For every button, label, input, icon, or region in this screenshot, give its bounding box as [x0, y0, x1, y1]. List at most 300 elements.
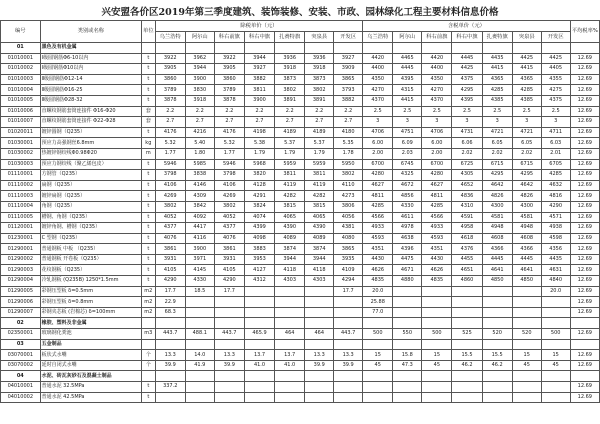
cell-name: 方钢管（Q235） — [40, 170, 141, 181]
cell-price-excl-tax: 39.9 — [214, 360, 244, 371]
cell-empty — [452, 318, 482, 329]
cell-tax-rate: 12.69 — [570, 244, 599, 255]
cell-price-excl-tax: 3927 — [244, 64, 274, 75]
cell-empty — [482, 371, 512, 382]
cell-price-excl-tax: 465.9 — [244, 329, 274, 340]
cell-price-excl-tax: 4127 — [244, 265, 274, 276]
cell-price-excl-tax: 4381 — [334, 223, 363, 234]
cell-price-excl-tax: 4216 — [185, 127, 214, 138]
cell-price-incl-tax: 4731 — [452, 127, 482, 138]
cell-price-incl-tax: 47.3 — [393, 360, 422, 371]
cell-price-incl-tax: 2.02 — [512, 148, 541, 159]
cell-price-incl-tax: 4978 — [393, 223, 422, 234]
cell-unit: m2 — [142, 286, 156, 297]
cell-price-incl-tax — [452, 297, 482, 308]
cell-name: 花纹钢板（Q235） — [40, 265, 141, 276]
cell-price-incl-tax — [541, 382, 570, 393]
cell-price-incl-tax — [482, 297, 512, 308]
cell-price-excl-tax — [244, 307, 274, 318]
cell-price-excl-tax: 4089 — [275, 233, 305, 244]
cell-price-incl-tax: 4310 — [452, 201, 482, 212]
cell-price-excl-tax — [185, 382, 214, 393]
cell-price-excl-tax: 1.77 — [214, 148, 244, 159]
cell-code: 03070002 — [1, 360, 41, 371]
cell-price-excl-tax: 1.79 — [305, 148, 334, 159]
cell-price-excl-tax: 3860 — [155, 74, 185, 85]
cell-price-excl-tax: 4076 — [214, 233, 244, 244]
table-row — [1, 127, 600, 138]
cell-price-incl-tax: 4300 — [482, 201, 512, 212]
cell-price-incl-tax: 4330 — [393, 201, 422, 212]
cell-price-incl-tax — [393, 286, 422, 297]
cell-code: 01290002 — [1, 254, 41, 265]
cell-name: 黑色及有机金属 — [40, 43, 141, 54]
cell-name: 橡胶、塑料及非金属 — [40, 318, 141, 329]
cell-price-incl-tax: 4593 — [422, 233, 452, 244]
cell-price-excl-tax: 2.2 — [275, 106, 305, 117]
cell-price-incl-tax: 4350 — [422, 74, 452, 85]
table-row — [1, 286, 600, 297]
cell-price-excl-tax: 2.7 — [155, 117, 185, 128]
cell-unit: m3 — [142, 329, 156, 340]
cell-price-incl-tax: 2.5 — [512, 106, 541, 117]
cell-price-excl-tax: 3861 — [155, 244, 185, 255]
cell-price-excl-tax: 5.38 — [244, 138, 274, 149]
cell-price-incl-tax: 4280 — [363, 170, 393, 181]
cell-price-excl-tax: 4417 — [185, 223, 214, 234]
cell-code: 03 — [1, 339, 41, 350]
cell-price-excl-tax — [214, 382, 244, 393]
cell-empty — [512, 371, 541, 382]
cell-name: 板状式水嘴 — [40, 350, 141, 361]
cell-price-incl-tax: 4641 — [482, 265, 512, 276]
cell-price-incl-tax: 4711 — [541, 127, 570, 138]
cell-price-incl-tax: 4300 — [512, 201, 541, 212]
cell-price-incl-tax: 3 — [393, 117, 422, 128]
cell-price-incl-tax: 6.09 — [393, 138, 422, 149]
cell-price-incl-tax: 4638 — [393, 233, 422, 244]
cell-price-incl-tax: 500 — [422, 329, 452, 340]
cell-name: 延时自闭式水嘴 — [40, 360, 141, 371]
cell-code: 01110002 — [1, 180, 41, 191]
cell-price-incl-tax — [422, 297, 452, 308]
cell-price-excl-tax: 14.0 — [185, 350, 214, 361]
table-row — [1, 233, 600, 244]
cell-price-incl-tax: 4396 — [393, 244, 422, 255]
cell-price-incl-tax — [512, 307, 541, 318]
header-region-in-1: 阿尔山 — [393, 32, 422, 43]
cell-price-excl-tax: 3918 — [275, 64, 305, 75]
cell-price-incl-tax: 20.0 — [363, 286, 393, 297]
cell-price-excl-tax: 4106 — [214, 180, 244, 191]
cell-price-excl-tax: 2.2 — [334, 106, 363, 117]
cell-price-excl-tax: 3944 — [305, 254, 334, 265]
cell-price-excl-tax: 4269 — [155, 191, 185, 202]
cell-price-excl-tax — [305, 392, 334, 403]
cell-price-excl-tax: 4065 — [275, 212, 305, 223]
cell-price-incl-tax: 4395 — [393, 74, 422, 85]
cell-unit: t — [142, 74, 156, 85]
cell-code: 01290005 — [1, 286, 41, 297]
cell-name: 玻璃钢化粪池 — [40, 329, 141, 340]
cell-price-incl-tax: 4566 — [422, 212, 452, 223]
header-name: 类别或名称 — [40, 21, 141, 43]
cell-price-incl-tax: 4385 — [512, 95, 541, 106]
cell-price-excl-tax: 39.9 — [305, 360, 334, 371]
cell-price-incl-tax — [393, 307, 422, 318]
cell-price-excl-tax: 3815 — [305, 201, 334, 212]
cell-price-excl-tax: 4128 — [244, 180, 274, 191]
cell-price-excl-tax: 1.78 — [334, 148, 363, 159]
table-row — [1, 191, 600, 202]
table-row — [1, 85, 600, 96]
cell-empty — [142, 43, 156, 54]
cell-price-excl-tax — [275, 382, 305, 393]
cell-price-excl-tax: 3905 — [155, 64, 185, 75]
cell-empty — [570, 371, 599, 382]
cell-price-incl-tax: 45 — [422, 360, 452, 371]
cell-unit: m — [142, 148, 156, 159]
cell-price-excl-tax: 4189 — [305, 127, 334, 138]
document-title: 兴安盟各价区2019年第三季度建筑、装饰装修、安装、市政、园林绿化工程主要材料信息价格 — [101, 7, 499, 18]
cell-tax-rate: 12.69 — [570, 254, 599, 265]
cell-price-incl-tax: 2.02 — [452, 148, 482, 159]
cell-empty — [334, 371, 363, 382]
cell-price-excl-tax: 3824 — [244, 201, 274, 212]
table-row — [1, 212, 600, 223]
cell-price-excl-tax: 4119 — [275, 180, 305, 191]
cell-price-excl-tax: 3936 — [275, 53, 305, 64]
cell-empty — [393, 339, 422, 350]
table-row — [1, 117, 600, 128]
cell-price-incl-tax: 4270 — [363, 85, 393, 96]
cell-price-excl-tax: 5946 — [155, 159, 185, 170]
cell-price-incl-tax: 6715 — [482, 159, 512, 170]
cell-price-excl-tax: 4282 — [275, 191, 305, 202]
cell-unit: t — [142, 53, 156, 64]
cell-empty — [305, 43, 334, 54]
cell-price-incl-tax: 3 — [363, 117, 393, 128]
cell-unit: t — [142, 180, 156, 191]
cell-price-excl-tax: 2.7 — [214, 117, 244, 128]
cell-price-incl-tax: 4571 — [541, 212, 570, 223]
cell-price-incl-tax: 4370 — [363, 95, 393, 106]
cell-price-excl-tax: 41.9 — [185, 360, 214, 371]
cell-empty — [244, 339, 274, 350]
cell-price-excl-tax: 4180 — [334, 127, 363, 138]
cell-price-incl-tax: 2.5 — [363, 106, 393, 117]
cell-price-incl-tax: 4365 — [482, 74, 512, 85]
cell-price-excl-tax: 3944 — [275, 254, 305, 265]
cell-unit: t — [142, 159, 156, 170]
cell-price-incl-tax: 6715 — [512, 159, 541, 170]
cell-empty — [185, 43, 214, 54]
cell-code: 01290004 — [1, 276, 41, 287]
cell-price-excl-tax: 3874 — [305, 244, 334, 255]
cell-price-incl-tax: 4642 — [482, 180, 512, 191]
cell-price-incl-tax: 4591 — [452, 212, 482, 223]
cell-price-incl-tax — [541, 297, 570, 308]
cell-price-incl-tax: 4958 — [452, 223, 482, 234]
cell-price-excl-tax: 2.2 — [214, 106, 244, 117]
cell-empty — [541, 371, 570, 382]
cell-price-incl-tax: 4366 — [512, 244, 541, 255]
cell-code: 01290006 — [1, 297, 41, 308]
cell-unit: t — [142, 265, 156, 276]
cell-price-excl-tax: 18.5 — [185, 286, 214, 297]
cell-price-excl-tax: 17.7 — [214, 286, 244, 297]
cell-price-excl-tax: 4294 — [334, 276, 363, 287]
cell-price-excl-tax: 3806 — [334, 201, 363, 212]
cell-unit: 个 — [142, 360, 156, 371]
cell-price-incl-tax: 4315 — [393, 85, 422, 96]
cell-price-incl-tax: 4850 — [482, 276, 512, 287]
cell-price-excl-tax: 4330 — [185, 276, 214, 287]
cell-code: 01010002 — [1, 64, 41, 75]
cell-price-excl-tax: 22.9 — [155, 297, 185, 308]
cell-name: 镀锌扁钢（Q235） — [40, 191, 141, 202]
cell-price-excl-tax — [334, 382, 363, 393]
cell-price-excl-tax — [275, 307, 305, 318]
cell-price-excl-tax: 337.2 — [155, 382, 185, 393]
cell-price-excl-tax: 4080 — [334, 233, 363, 244]
cell-price-incl-tax: 4285 — [363, 201, 393, 212]
cell-price-incl-tax: 4285 — [422, 201, 452, 212]
header-region-ex-6: 开发区 — [334, 32, 363, 43]
cell-empty — [541, 318, 570, 329]
cell-price-excl-tax: 3900 — [185, 74, 214, 85]
cell-price-excl-tax: 4290 — [155, 276, 185, 287]
cell-price-incl-tax: 4933 — [422, 223, 452, 234]
table-body — [1, 43, 600, 403]
cell-price-incl-tax: 4948 — [482, 223, 512, 234]
cell-unit: t — [142, 127, 156, 138]
table-row — [1, 180, 600, 191]
cell-price-excl-tax: 3820 — [244, 170, 274, 181]
header-region-ex-4: 扎赉特旗 — [275, 32, 305, 43]
cell-price-excl-tax: 3860 — [214, 74, 244, 85]
cell-name: 镀锌圆钢（Q235） — [40, 127, 141, 138]
cell-unit: m2 — [142, 307, 156, 318]
cell-price-incl-tax: 4400 — [363, 64, 393, 75]
table-row — [1, 329, 600, 340]
cell-price-excl-tax: 5.37 — [305, 138, 334, 149]
cell-tax-rate: 12.69 — [570, 53, 599, 64]
cell-price-excl-tax: 4105 — [214, 265, 244, 276]
cell-price-incl-tax: 4811 — [363, 191, 393, 202]
cell-price-excl-tax: 4390 — [305, 223, 334, 234]
cell-price-incl-tax: 4365 — [512, 74, 541, 85]
cell-code: 01010003 — [1, 74, 41, 85]
cell-price-incl-tax: 4445 — [393, 64, 422, 75]
cell-price-incl-tax: 500 — [363, 329, 393, 340]
cell-price-excl-tax: 4145 — [185, 265, 214, 276]
cell-price-incl-tax: 45 — [363, 360, 393, 371]
cell-price-incl-tax: 2.5 — [541, 106, 570, 117]
cell-price-incl-tax: 4626 — [363, 265, 393, 276]
header-region-ex-3: 科右中旗 — [244, 32, 274, 43]
cell-unit: t — [142, 254, 156, 265]
cell-price-excl-tax: 5959 — [275, 159, 305, 170]
cell-price-excl-tax: 443.7 — [155, 329, 185, 340]
cell-price-incl-tax: 15 — [363, 350, 393, 361]
cell-price-incl-tax — [422, 382, 452, 393]
cell-price-incl-tax — [512, 382, 541, 393]
cell-price-incl-tax — [363, 382, 393, 393]
cell-price-incl-tax: 4880 — [393, 276, 422, 287]
cell-price-excl-tax: 3918 — [185, 95, 214, 106]
cell-price-incl-tax: 550 — [393, 329, 422, 340]
cell-price-excl-tax: 41.0 — [244, 360, 274, 371]
cell-empty — [512, 339, 541, 350]
cell-price-excl-tax: 3802 — [214, 201, 244, 212]
cell-price-excl-tax — [334, 392, 363, 403]
cell-price-excl-tax: 4089 — [305, 233, 334, 244]
cell-empty — [452, 371, 482, 382]
cell-code: 01 — [1, 43, 41, 54]
cell-code: 01120001 — [1, 223, 41, 234]
cell-price-incl-tax: 6725 — [452, 159, 482, 170]
cell-price-excl-tax — [244, 392, 274, 403]
table-row — [1, 244, 600, 255]
cell-price-incl-tax — [541, 307, 570, 318]
cell-price-incl-tax: 4706 — [422, 127, 452, 138]
cell-price-excl-tax — [275, 392, 305, 403]
cell-name: 直螺纹钢筋套筒连接件 Φ16-Φ20 — [40, 106, 141, 117]
cell-price-excl-tax: 4052 — [155, 212, 185, 223]
cell-price-incl-tax: 3 — [422, 117, 452, 128]
table-row — [1, 53, 600, 64]
cell-price-excl-tax: 3905 — [214, 64, 244, 75]
cell-price-incl-tax: 4295 — [482, 170, 512, 181]
cell-price-incl-tax: 46.2 — [482, 360, 512, 371]
cell-price-incl-tax: 2.5 — [422, 106, 452, 117]
cell-price-incl-tax: 4400 — [422, 64, 452, 75]
cell-price-incl-tax: 520 — [512, 329, 541, 340]
cell-price-excl-tax: 5985 — [185, 159, 214, 170]
cell-unit: m2 — [142, 297, 156, 308]
cell-price-excl-tax: 4109 — [334, 265, 363, 276]
cell-price-incl-tax: 4840 — [541, 276, 570, 287]
cell-price-excl-tax — [244, 286, 274, 297]
cell-price-excl-tax: 13.3 — [214, 350, 244, 361]
cell-price-excl-tax: 17.7 — [334, 286, 363, 297]
cell-price-incl-tax: 4285 — [541, 170, 570, 181]
cell-price-incl-tax: 4430 — [422, 254, 452, 265]
cell-price-excl-tax: 3931 — [214, 254, 244, 265]
cell-tax-rate: 12.69 — [570, 360, 599, 371]
cell-price-incl-tax: 4856 — [393, 191, 422, 202]
cell-price-excl-tax — [185, 297, 214, 308]
cell-price-excl-tax: 3882 — [334, 95, 363, 106]
cell-price-excl-tax: 4052 — [214, 212, 244, 223]
cell-price-incl-tax: 3 — [452, 117, 482, 128]
cell-unit: t — [142, 276, 156, 287]
cell-price-incl-tax — [482, 392, 512, 403]
table-row — [1, 64, 600, 75]
section-row — [1, 318, 600, 329]
cell-price-incl-tax: 4836 — [452, 191, 482, 202]
cell-price-incl-tax: 4826 — [512, 191, 541, 202]
cell-price-excl-tax — [275, 286, 305, 297]
cell-price-excl-tax: 5968 — [244, 159, 274, 170]
table-row — [1, 159, 600, 170]
cell-price-excl-tax: 3874 — [275, 244, 305, 255]
cell-empty — [570, 339, 599, 350]
cell-price-incl-tax: 4933 — [363, 223, 393, 234]
cell-price-incl-tax: 4430 — [363, 254, 393, 265]
cell-code: 01030002 — [1, 148, 41, 159]
cell-unit: 套 — [142, 106, 156, 117]
cell-price-incl-tax: 2.00 — [422, 148, 452, 159]
cell-price-excl-tax: 488.1 — [185, 329, 214, 340]
cell-price-excl-tax: 1.79 — [275, 148, 305, 159]
cell-price-incl-tax: 4376 — [452, 244, 482, 255]
cell-price-incl-tax: 2.00 — [363, 148, 393, 159]
cell-price-excl-tax: 3802 — [275, 85, 305, 96]
cell-tax-rate: 12.69 — [570, 180, 599, 191]
cell-price-excl-tax: 4176 — [214, 127, 244, 138]
cell-price-excl-tax: 3830 — [185, 85, 214, 96]
cell-empty — [393, 43, 422, 54]
cell-price-incl-tax: 15 — [541, 350, 570, 361]
cell-unit: t — [142, 392, 156, 403]
cell-price-excl-tax: 4118 — [275, 265, 305, 276]
cell-code: 01020011 — [1, 127, 41, 138]
cell-price-incl-tax: 500 — [541, 329, 570, 340]
cell-price-incl-tax: 6.05 — [482, 138, 512, 149]
cell-price-incl-tax — [512, 286, 541, 297]
table-row — [1, 350, 600, 361]
cell-price-incl-tax: 4305 — [452, 170, 482, 181]
cell-price-incl-tax: 6745 — [393, 159, 422, 170]
cell-tax-rate: 12.69 — [570, 117, 599, 128]
cell-name: 冷轧钢板 (Q235B) 1250*1.5mm — [40, 276, 141, 287]
cell-price-excl-tax: 3944 — [244, 53, 274, 64]
cell-unit: t — [142, 64, 156, 75]
cell-code: 01010001 — [1, 53, 41, 64]
cell-price-incl-tax — [452, 307, 482, 318]
table-row — [1, 254, 600, 265]
cell-price-excl-tax: 4399 — [244, 223, 274, 234]
cell-price-incl-tax: 4632 — [541, 180, 570, 191]
cell-price-excl-tax: 2.2 — [244, 106, 274, 117]
cell-tax-rate: 12.69 — [570, 212, 599, 223]
cell-code: 01290007 — [1, 307, 41, 318]
cell-price-excl-tax: 3865 — [334, 244, 363, 255]
cell-price-incl-tax: 6705 — [541, 159, 570, 170]
cell-empty — [142, 318, 156, 329]
cell-price-excl-tax: 4303 — [275, 276, 305, 287]
cell-tax-rate: 12.69 — [570, 297, 599, 308]
cell-tax-rate: 12.69 — [570, 233, 599, 244]
cell-tax-rate: 12.69 — [570, 74, 599, 85]
cell-price-excl-tax: 3936 — [305, 53, 334, 64]
cell-price-excl-tax: 4098 — [244, 233, 274, 244]
cell-price-incl-tax: 520 — [482, 329, 512, 340]
cell-name: 五金制品 — [40, 339, 141, 350]
header-region-in-6: 开发区 — [541, 32, 570, 43]
table-row — [1, 223, 600, 234]
cell-price-excl-tax: 443.7 — [214, 329, 244, 340]
cell-price-excl-tax: 5.35 — [334, 138, 363, 149]
cell-price-excl-tax: 3962 — [185, 53, 214, 64]
cell-empty — [541, 43, 570, 54]
cell-price-excl-tax: 41.0 — [275, 360, 305, 371]
cell-tax-rate: 12.69 — [570, 159, 599, 170]
cell-name: 彩钢夹芯板 (岩棉芯) δ=100mm — [40, 307, 141, 318]
cell-price-excl-tax: 3802 — [155, 201, 185, 212]
